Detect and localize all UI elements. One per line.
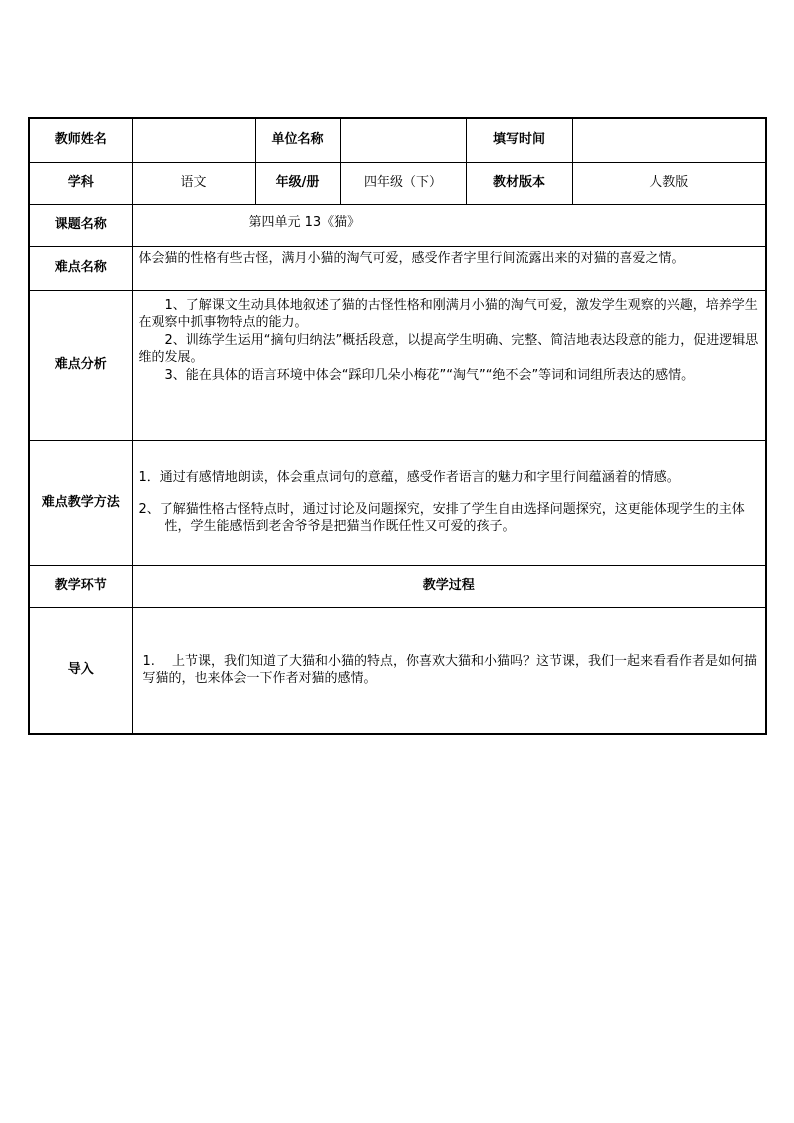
row-difficulty bbox=[29, 246, 766, 290]
row-process-header bbox=[29, 565, 766, 607]
subject-value: 语文 bbox=[132, 162, 255, 204]
lesson-plan-table bbox=[28, 117, 767, 735]
intro-text: 1. 上节课，我们知道了大猫和小猫的特点，你喜欢大猫和小猫吗？这节课，我们一起来看看作者是如何描写猫的，也来体会一下作者对猫的感情。 bbox=[132, 607, 766, 734]
teacher-name-label: 教师姓名 bbox=[29, 118, 132, 162]
analysis-item: 3、能在具体的语言环境中体会“踩印几朵小梅花”“淘气”“绝不会”等词和词组所表达的感情。 bbox=[164, 367, 695, 383]
analysis-item: 2、训练学生运用“摘句归纳法”概括段意，以提高学生明确、完整、简洁地表达段意的能力，促进逻辑思维的发展。 bbox=[138, 332, 759, 366]
edition-value: 人教版 bbox=[572, 162, 766, 204]
subject-label: 学科 bbox=[29, 162, 132, 204]
method-spacer bbox=[139, 487, 760, 501]
fill-time-value bbox=[572, 118, 766, 162]
row-method bbox=[29, 440, 766, 565]
row-intro bbox=[29, 607, 766, 734]
method-item: 1．通过有感情地朗读，体会重点词句的意蕴，感受作者语言的魅力和字里行间蕴涵着的情感。 bbox=[138, 470, 680, 486]
unit-name-label: 单位名称 bbox=[255, 118, 340, 162]
method-item: 2、了解猫性格古怪特点时，通过讨论及问题探究，安排了学生自由选择问题探究，这更能体现学生的主体性，学生能感悟到老舍爷爷是把猫当作既任性又可爱的孩子。 bbox=[138, 501, 745, 535]
fill-time-label: 填写时间 bbox=[466, 118, 572, 162]
stage-label: 教学环节 bbox=[29, 565, 132, 607]
analysis-label: 难点分析 bbox=[29, 290, 132, 440]
unit-name-value bbox=[340, 118, 466, 162]
topic-label: 课题名称 bbox=[29, 204, 132, 246]
analysis-item: 1、了解课文生动具体地叙述了猫的古怪性格和刚满月小猫的淘气可爱，激发学生观察的兴趣，培养学生在观察中抓事物特点的能力。 bbox=[138, 297, 758, 331]
analysis-content bbox=[132, 290, 766, 440]
grade-label: 年级/册 bbox=[255, 162, 340, 204]
difficulty-label: 难点名称 bbox=[29, 246, 132, 290]
difficulty-value: 体会猫的性格有些古怪，满月小猫的淘气可爱，感受作者字里行间流露出来的对猫的喜爱之情。 bbox=[132, 246, 766, 290]
edition-label: 教材版本 bbox=[466, 162, 572, 204]
process-label: 教学过程 bbox=[132, 565, 766, 607]
row-subject-info bbox=[29, 162, 766, 204]
teacher-name-value bbox=[132, 118, 255, 162]
grade-value: 四年级（下） bbox=[340, 162, 466, 204]
row-teacher-info bbox=[29, 118, 766, 162]
intro-label: 导入 bbox=[29, 607, 132, 734]
topic-value: 第四单元 13《猫》 bbox=[132, 204, 766, 246]
method-content bbox=[132, 440, 766, 565]
row-topic bbox=[29, 204, 766, 246]
method-label: 难点教学方法 bbox=[29, 440, 132, 565]
row-analysis bbox=[29, 290, 766, 440]
